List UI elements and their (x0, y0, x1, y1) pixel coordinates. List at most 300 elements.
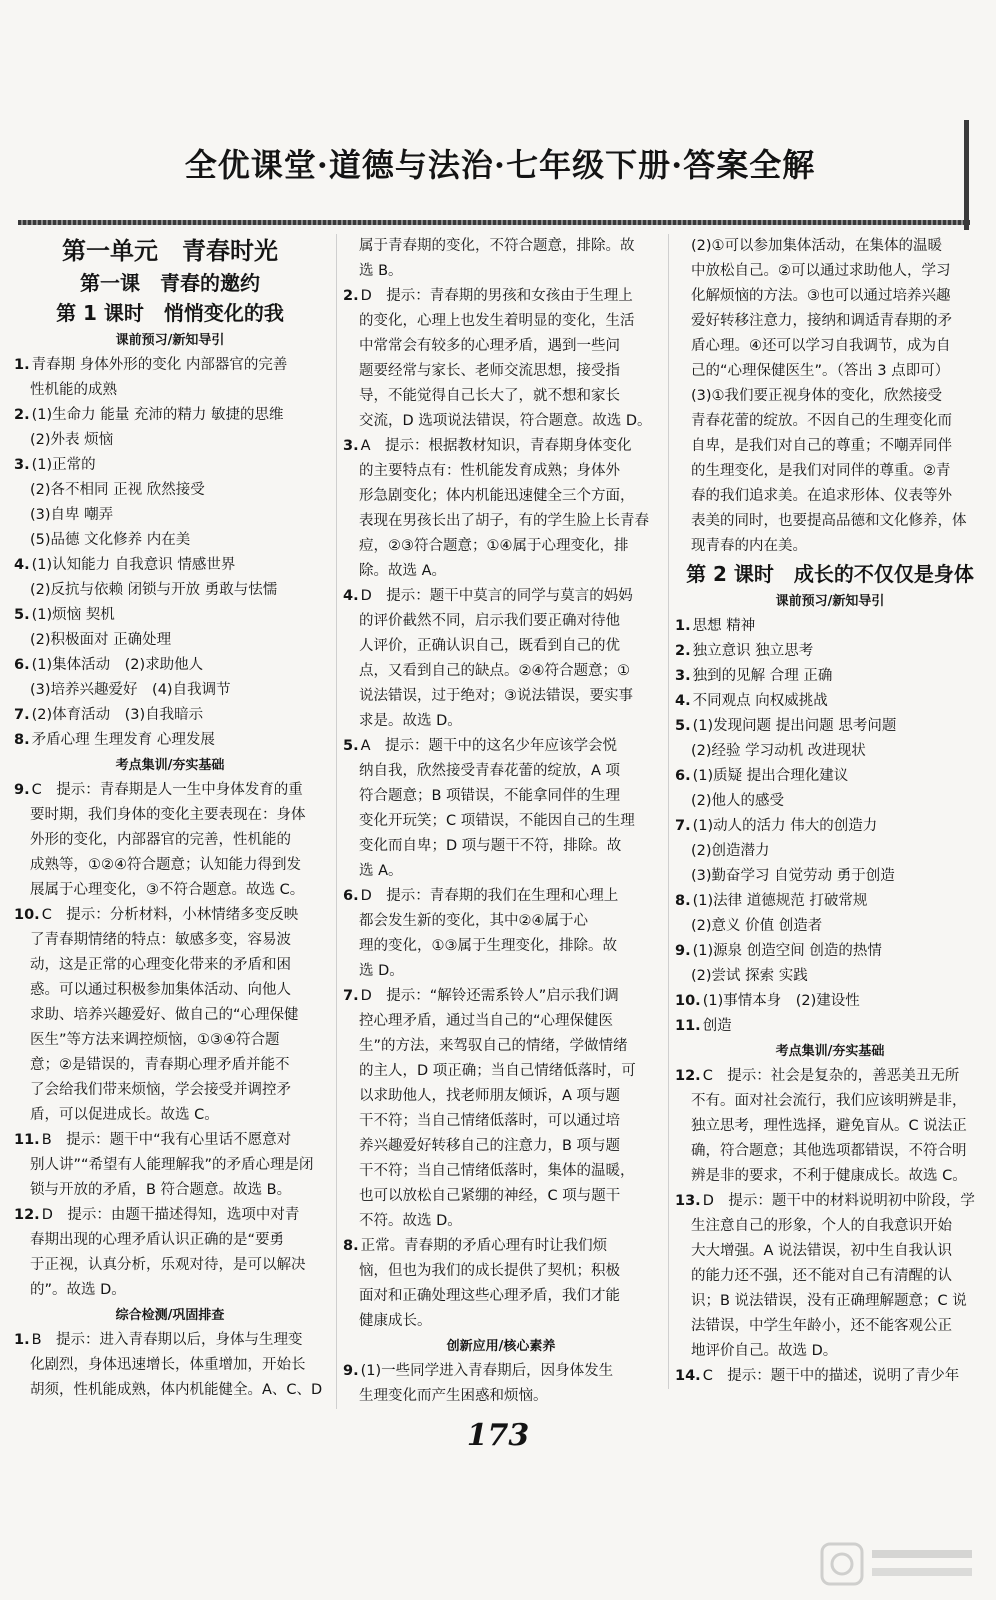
answer-number: 7. (14, 707, 30, 723)
answer-line (675, 359, 985, 384)
answer-line (675, 1089, 985, 1114)
answer-text: 辨是非的要求，不利于健康成长。故选 C。 (691, 1168, 967, 1184)
answer-text: A 提示：根据教材知识，青春期身体变化 (360, 438, 632, 454)
answer-line (343, 234, 659, 259)
answer-text: C 提示：题干中的描述，说明了青少年 (702, 1368, 960, 1384)
answer-item (675, 714, 985, 739)
column-left (14, 234, 326, 1403)
answer-line (675, 434, 985, 459)
answer-line (343, 959, 659, 984)
answer-number: 3. (675, 668, 691, 684)
answer-text: (1)动人的活力 伟大的创造力 (692, 818, 878, 834)
answer-number: 9. (343, 1363, 359, 1379)
answer-item (675, 814, 985, 839)
answer-item (675, 614, 985, 639)
answer-list (343, 1359, 659, 1409)
answer-text: 选 A。 (359, 863, 403, 879)
answer-line (343, 459, 659, 484)
answer-text: 生理变化而产生困惑和烦恼。 (359, 1388, 548, 1404)
answer-text: D 提示：题干中的材料说明初中阶段，学 (702, 1193, 975, 1209)
answer-number: 5. (675, 718, 691, 734)
answer-line (343, 1209, 659, 1234)
answer-line (343, 1384, 659, 1409)
answer-text: 除。故选 A。 (359, 563, 447, 579)
page-title: 全优课堂·道德与法治·七年级下册·答案全解 (184, 146, 816, 184)
answer-text: (2)尝试 探索 实践 (691, 968, 808, 984)
section-heading: 课前预习/新知导引 (775, 594, 885, 609)
answer-text: 不有。面对社会流行，我们应该明辨是非， (691, 1093, 967, 1109)
answer-text: 意；②是错误的，青春期心理矛盾并能不 (30, 1057, 290, 1073)
page-number: 173 (466, 1418, 530, 1453)
answer-text: (2)经验 学习动机 改进现状 (691, 743, 866, 759)
period-heading: 第 1 课时 悄悄变化的我 (56, 301, 284, 325)
answer-text: 人评价，正确认识自己，既看到自己的优 (359, 638, 620, 654)
answer-line (343, 1159, 659, 1184)
answer-line (675, 1289, 985, 1314)
answer-text: (2)创造潜力 (691, 843, 770, 859)
answer-text: 的评价截然不同，启示我们要正确对待他 (359, 613, 620, 629)
answer-line (14, 578, 326, 603)
answer-line (343, 809, 659, 834)
answer-text: 外形的变化，内部器官的完善，性机能的 (30, 832, 291, 848)
answer-line (343, 934, 659, 959)
answer-number: 2. (14, 407, 30, 423)
answer-line (343, 684, 659, 709)
answer-item (14, 603, 326, 628)
answer-text: 矛盾心理 生理发育 心理发展 (31, 732, 215, 748)
answer-line (675, 334, 985, 359)
answer-text: 动，这是正常的心理变化带来的矛盾和困 (30, 957, 291, 973)
answer-number: 12. (675, 1068, 701, 1084)
answer-item (14, 778, 326, 803)
answer-text: (2)各不相同 正视 欣然接受 (30, 482, 205, 498)
answer-list (14, 1328, 326, 1403)
answer-text: (2)意义 价值 创造者 (691, 918, 823, 934)
answer-text: (1)事情本身 (2)建设性 (702, 993, 860, 1009)
answer-text: 盾心理。④还可以学习自我调节，成为自 (691, 338, 951, 354)
answer-text: 点，又看到自己的缺点。②④符合题意；① (359, 663, 630, 679)
answer-number: 1. (14, 357, 30, 373)
answer-line (675, 789, 985, 814)
answer-number: 6. (675, 768, 691, 784)
answer-number: 8. (343, 1238, 359, 1254)
answer-text: 别人讲”“希望有人能理解我”的矛盾心理是闭 (30, 1157, 314, 1173)
answer-text: 干不符；当自己情绪低落时，集体的温暖， (359, 1163, 635, 1179)
answer-item (343, 434, 659, 459)
answer-text: (1)质疑 提出合理化建议 (692, 768, 849, 784)
answer-line (14, 428, 326, 453)
answer-line (343, 409, 659, 434)
answer-line (14, 678, 326, 703)
answer-text: 健康成长。 (359, 1313, 432, 1329)
answer-text: D 提示：青春期的男孩和女孩由于生理上 (360, 288, 633, 304)
answer-text: C 提示：分析材料，小林情绪多变反映 (41, 907, 299, 923)
answer-line (14, 828, 326, 853)
answer-item (675, 939, 985, 964)
answer-item (343, 884, 659, 909)
answer-line (343, 1034, 659, 1059)
lesson-heading: 第一课 青春的邀约 (80, 271, 260, 295)
answer-text: 表现在男孩长出了胡子，有的学生脸上长青春 (359, 513, 649, 529)
answer-line (675, 964, 985, 989)
answer-number: 4. (343, 588, 359, 604)
answer-line (343, 384, 659, 409)
answer-line (343, 859, 659, 884)
answer-line (675, 484, 985, 509)
answer-text: 大大增强。A 说法错误，初中生自我认识 (691, 1243, 953, 1259)
answer-item (14, 453, 326, 478)
answer-text: (3)勤奋学习 自觉劳动 勇于创造 (691, 868, 895, 884)
answer-line (14, 1103, 326, 1128)
answer-list (343, 234, 659, 1334)
answer-line (675, 1114, 985, 1139)
answer-text: 青春期 身体外形的变化 内部器官的完善 (31, 357, 288, 373)
answer-text: D 提示：“解铃还需系铃人”启示我们调 (360, 988, 619, 1004)
answer-text: 展属于心理变化，③不符合题意。故选 C。 (30, 882, 305, 898)
answer-line (675, 284, 985, 309)
answer-text: 不同观点 向权威挑战 (692, 693, 828, 709)
answer-item (343, 1234, 659, 1259)
column-middle (336, 234, 659, 1409)
answer-text: 了青春期情绪的特点：敏感多变，容易波 (30, 932, 291, 948)
answer-text: B 提示：题干中“我有心里话不愿意对 (41, 1132, 292, 1148)
answer-text: (2)积极面对 正确处理 (30, 632, 172, 648)
answer-list (14, 353, 326, 753)
answer-text: 面对和正确处理这些心理矛盾，我们才能 (359, 1288, 620, 1304)
answer-line (675, 864, 985, 889)
answer-text: 导，不能觉得自己长大了，就不想和家长 (359, 388, 620, 404)
answer-text: 题要经常与家长、老师交流思想，接受指 (359, 363, 620, 379)
answer-text: 医生”等方法来调控烦恼，①③④符合题 (30, 1032, 280, 1048)
answer-line (14, 1003, 326, 1028)
answer-line (343, 909, 659, 934)
answer-text: C 提示：青春期是人一生中身体发育的重 (31, 782, 303, 798)
answer-line (14, 1153, 326, 1178)
answer-text: 正常。青春期的矛盾心理有时让我们烦 (360, 1238, 608, 1254)
answer-text: 地评价自己。故选 D。 (691, 1343, 838, 1359)
answer-text: 形急剧变化；体内机能迅速健全三个方面， (359, 488, 635, 504)
answer-number: 5. (343, 738, 359, 754)
answer-item (14, 553, 326, 578)
answer-line (343, 534, 659, 559)
answer-line (14, 853, 326, 878)
answer-line (675, 509, 985, 534)
answer-list (675, 1064, 985, 1389)
answer-text: 干不符；当自己情绪低落时，可以通过培 (359, 1113, 620, 1129)
answer-line (14, 628, 326, 653)
answer-line (343, 1084, 659, 1109)
answer-line (675, 914, 985, 939)
answer-text: 的生理变化，是我们对同伴的尊重。②青 (691, 463, 951, 479)
answer-line (675, 384, 985, 409)
answer-number: 1. (14, 1332, 30, 1348)
answer-line (343, 709, 659, 734)
answer-line (343, 1309, 659, 1334)
answer-line (343, 259, 659, 284)
answer-text: (5)品德 文化修养 内在美 (30, 532, 191, 548)
answer-text: 痘，②③符合题意；①④属于心理变化，排 (359, 538, 629, 554)
answer-number: 4. (675, 693, 691, 709)
answer-number: 2. (675, 643, 691, 659)
section-heading: 创新应用/核心素养 (446, 1339, 556, 1354)
section-heading: 考点集训/夯实基础 (775, 1044, 885, 1059)
answer-item (14, 1203, 326, 1228)
answer-line (675, 1264, 985, 1289)
answer-line (14, 478, 326, 503)
answer-line (343, 509, 659, 534)
answer-text: A 提示：题干中的这名少年应该学会悦 (360, 738, 618, 754)
answer-line (343, 609, 659, 634)
answer-text: 生注意自己的形象，个人的自我意识开始 (691, 1218, 952, 1234)
answer-item (675, 639, 985, 664)
answer-item (343, 1359, 659, 1384)
answer-item (675, 1064, 985, 1089)
answer-line (343, 1134, 659, 1159)
answer-number: 7. (343, 988, 359, 1004)
answer-line (14, 528, 326, 553)
answer-item (675, 689, 985, 714)
answer-text: 不符。故选 D。 (359, 1213, 462, 1229)
answer-text: 生”的方法，来驾驭自己的情绪，学做情绪 (359, 1038, 628, 1054)
answer-list (14, 778, 326, 1303)
answer-text: 求是。故选 D。 (359, 713, 462, 729)
answer-text: 己的“心理保健医生”。（答出 3 点即可） (691, 363, 950, 379)
answer-text: 控心理矛盾，通过当自己的“心理保健医 (359, 1013, 614, 1029)
answer-text: 法错误，中学生年龄小，还不能客观公正 (691, 1318, 952, 1334)
answer-text: 化剧烈，身体迅速增长，体重增加，开始长 (30, 1357, 306, 1373)
answer-line (343, 1009, 659, 1034)
answer-number: 10. (14, 907, 40, 923)
answer-number: 3. (343, 438, 359, 454)
answer-number: 11. (675, 1018, 701, 1034)
answer-text: 的变化，心理上也发生着明显的变化，生活 (359, 313, 635, 329)
answer-text: (1)生命力 能量 充沛的精力 敏捷的思维 (31, 407, 284, 423)
answer-text: 思想 精神 (692, 618, 756, 634)
answer-line (14, 953, 326, 978)
answer-line (14, 878, 326, 903)
section-heading: 课前预习/新知导引 (115, 333, 225, 348)
answer-text: (1)正常的 (31, 457, 96, 473)
answer-text: 青春花蕾的绽放。不因自己的生理变化而 (691, 413, 952, 429)
answer-text: 的主人，D 项正确；当自己情绪低落时，可 (359, 1063, 636, 1079)
title-divider-end (964, 120, 969, 230)
answer-text: (3)①我们要正视身体的变化，欣然接受 (691, 388, 943, 404)
answer-item (14, 703, 326, 728)
answer-line (343, 634, 659, 659)
answer-number: 6. (343, 888, 359, 904)
answer-text: (2)①可以参加集体活动，在集体的温暖 (691, 238, 943, 254)
answer-text: 养兴趣爱好转移自己的注意力，B 项与题 (359, 1138, 621, 1154)
answer-text: 春期出现的心理矛盾认识正确的是“要勇 (30, 1232, 285, 1248)
answer-number: 5. (14, 607, 30, 623)
answer-line (14, 1278, 326, 1303)
answer-text: (3)自卑 嘲弄 (30, 507, 114, 523)
column-right (668, 234, 985, 1389)
answer-number: 4. (14, 557, 30, 573)
answer-text: 于正视，认真分析，乐观对待，是可以解决 (30, 1257, 306, 1273)
answer-number: 6. (14, 657, 30, 673)
answer-text: 独立意识 独立思考 (692, 643, 814, 659)
answer-text: (1)集体活动 (2)求助他人 (31, 657, 204, 673)
answer-line (343, 759, 659, 784)
answer-text: 中放松自己。②可以通过求助他人，学习 (691, 263, 951, 279)
answer-text: 交流，D 选项说法错误，符合题意。故选 D。 (359, 413, 652, 429)
answer-line (343, 309, 659, 334)
answer-line (14, 1253, 326, 1278)
answer-item (343, 984, 659, 1009)
answer-text: D 提示：由题干描述得知，选项中对青 (41, 1207, 300, 1223)
answer-item (14, 728, 326, 753)
answer-item (14, 903, 326, 928)
answer-text: B 提示：进入青春期以后，身体与生理变 (31, 1332, 303, 1348)
answer-number: 12. (14, 1207, 40, 1223)
answer-item (675, 664, 985, 689)
answer-line (343, 1184, 659, 1209)
answer-text: 变化而自卑；D 项与题干不符，排除。故 (359, 838, 622, 854)
answer-line (343, 1284, 659, 1309)
answer-line (675, 409, 985, 434)
answer-line (675, 309, 985, 334)
answer-line (675, 1314, 985, 1339)
answer-number: 1. (675, 618, 691, 634)
answer-text: 的”。故选 D。 (30, 1282, 126, 1298)
answer-text: (1)源泉 创造空间 创造的热情 (692, 943, 882, 959)
answer-number: 8. (675, 893, 691, 909)
answer-number: 10. (675, 993, 701, 1009)
answer-text: 独立思考，理性选择，避免盲从。C 说法正 (691, 1118, 967, 1134)
answer-line (14, 1378, 326, 1403)
answer-item (675, 1364, 985, 1389)
answer-text: C 提示：社会是复杂的，善恶美丑无所 (702, 1068, 960, 1084)
answer-line (343, 1259, 659, 1284)
answer-text: (2)反抗与依赖 闭锁与开放 勇敢与怯懦 (30, 582, 278, 598)
answer-text: 创造 (702, 1018, 732, 1034)
answer-text: (1)一些同学进入青春期后，因身体发生 (360, 1363, 614, 1379)
answer-line (675, 1339, 985, 1364)
answer-text: 属于青春期的变化，不符合题意，排除。故 (359, 238, 635, 254)
answer-line (343, 484, 659, 509)
answer-line (343, 334, 659, 359)
answer-text: 说法错误，过于绝对；③说法错误，要实事 (359, 688, 633, 704)
answer-line (14, 803, 326, 828)
answer-number: 9. (675, 943, 691, 959)
answer-text: 也可以放松自己紧绷的神经，C 项与题干 (359, 1188, 621, 1204)
answer-item (675, 1014, 985, 1039)
answer-text: 盾，可以促进成长。故选 C。 (30, 1107, 219, 1123)
answer-number: 14. (675, 1368, 701, 1384)
answer-text: 求助、培养兴趣爱好、做自己的“心理保健 (30, 1007, 299, 1023)
title-divider (18, 220, 970, 225)
answer-line (14, 1078, 326, 1103)
answer-line (343, 359, 659, 384)
answer-text: 以求助他人，找老师朋友倾诉，A 项与题 (359, 1088, 621, 1104)
answer-text: (1)法律 道德规范 打破常规 (692, 893, 868, 909)
answer-line (675, 234, 985, 259)
unit-heading: 第一单元 青春时光 (62, 237, 278, 265)
answer-number: 11. (14, 1132, 40, 1148)
answer-text: 现青春的内在美。 (691, 538, 807, 554)
answer-number: 9. (14, 782, 30, 798)
answer-line (675, 1214, 985, 1239)
answer-text: 的能力还不强，还不能对自己有清醒的认 (691, 1268, 952, 1284)
answer-number: 13. (675, 1193, 701, 1209)
answer-line (675, 1139, 985, 1164)
answer-line (675, 534, 985, 559)
answer-line (343, 1109, 659, 1134)
answer-text: 了会给我们带来烦恼，学会接受并调控矛 (30, 1082, 291, 1098)
answer-item (675, 889, 985, 914)
answer-item (343, 734, 659, 759)
answer-text: 独到的见解 合理 正确 (692, 668, 833, 684)
answer-text: 化解烦恼的方法。③也可以通过培养兴趣 (691, 288, 951, 304)
answer-line (675, 459, 985, 484)
answer-text: 选 B。 (359, 263, 403, 279)
answer-list (675, 234, 985, 559)
period-heading: 第 2 课时 成长的不仅仅是身体 (686, 562, 974, 586)
answer-text: D 提示：题干中莫言的同学与莫言的妈妈 (360, 588, 633, 604)
answer-text: 惑。可以通过积极参加集体活动、向他人 (30, 982, 291, 998)
answer-line (14, 378, 326, 403)
answer-line (14, 928, 326, 953)
answer-item (675, 764, 985, 789)
answer-text: 要时期，我们身体的变化主要表现在：身体 (30, 807, 306, 823)
answer-item (675, 1189, 985, 1214)
answer-text: (2)体育活动 (3)自我暗示 (31, 707, 204, 723)
answer-text: 的主要特点有：性机能发育成熟；身体外 (359, 463, 620, 479)
answer-text: 选 D。 (359, 963, 404, 979)
answer-text: (1)发现问题 提出问题 思考问题 (692, 718, 897, 734)
answer-text: 变化开玩笑；C 项错误，不能因自己的生理 (359, 813, 635, 829)
answer-text: (2)外表 烦恼 (30, 432, 114, 448)
answer-line (343, 1059, 659, 1084)
answer-text: 成熟等，①②④符合题意；认知能力得到发 (30, 857, 301, 873)
answer-item (675, 989, 985, 1014)
answer-number: 2. (343, 288, 359, 304)
answer-text: 自卑，是我们对自己的尊重；不嘲弄同伴 (691, 438, 952, 454)
answer-item (343, 284, 659, 309)
answer-text: 符合题意；B 项错误，不能拿同伴的生理 (359, 788, 621, 804)
answer-item (14, 403, 326, 428)
answer-text: (2)他人的感受 (691, 793, 785, 809)
answer-text: 性机能的成熟 (30, 382, 117, 398)
answer-line (14, 1228, 326, 1253)
answer-text: 恼，但也为我们的成长提供了契机；积极 (359, 1263, 620, 1279)
answer-text: 中常常会有较多的心理矛盾，遇到一些问 (359, 338, 620, 354)
answer-line (675, 839, 985, 864)
answer-item (14, 353, 326, 378)
answer-item (14, 653, 326, 678)
answer-line (343, 784, 659, 809)
answer-item (343, 584, 659, 609)
answer-line (675, 1239, 985, 1264)
answer-text: D 提示：青春期的我们在生理和心理上 (360, 888, 619, 904)
answer-text: 都会发生新的变化，其中②④属于心 (359, 913, 588, 929)
answer-text: 春的我们追求美。在追求形体、仪表等外 (691, 488, 952, 504)
answer-text: 爱好转移注意力，接纳和调适青春期的矛 (691, 313, 952, 329)
answer-line (14, 978, 326, 1003)
answer-line (14, 1353, 326, 1378)
answer-line (14, 1053, 326, 1078)
answer-text: 确，符合题意；其他选项都错误，不符合明 (691, 1143, 967, 1159)
answer-line (675, 259, 985, 284)
answer-line (675, 1164, 985, 1189)
section-heading: 考点集训/夯实基础 (115, 758, 225, 773)
answer-line (343, 659, 659, 684)
answer-text: 纳自我，欣然接受青春花蕾的绽放，A 项 (359, 763, 621, 779)
answer-list (675, 614, 985, 1039)
answer-number: 7. (675, 818, 691, 834)
answer-number: 3. (14, 457, 30, 473)
